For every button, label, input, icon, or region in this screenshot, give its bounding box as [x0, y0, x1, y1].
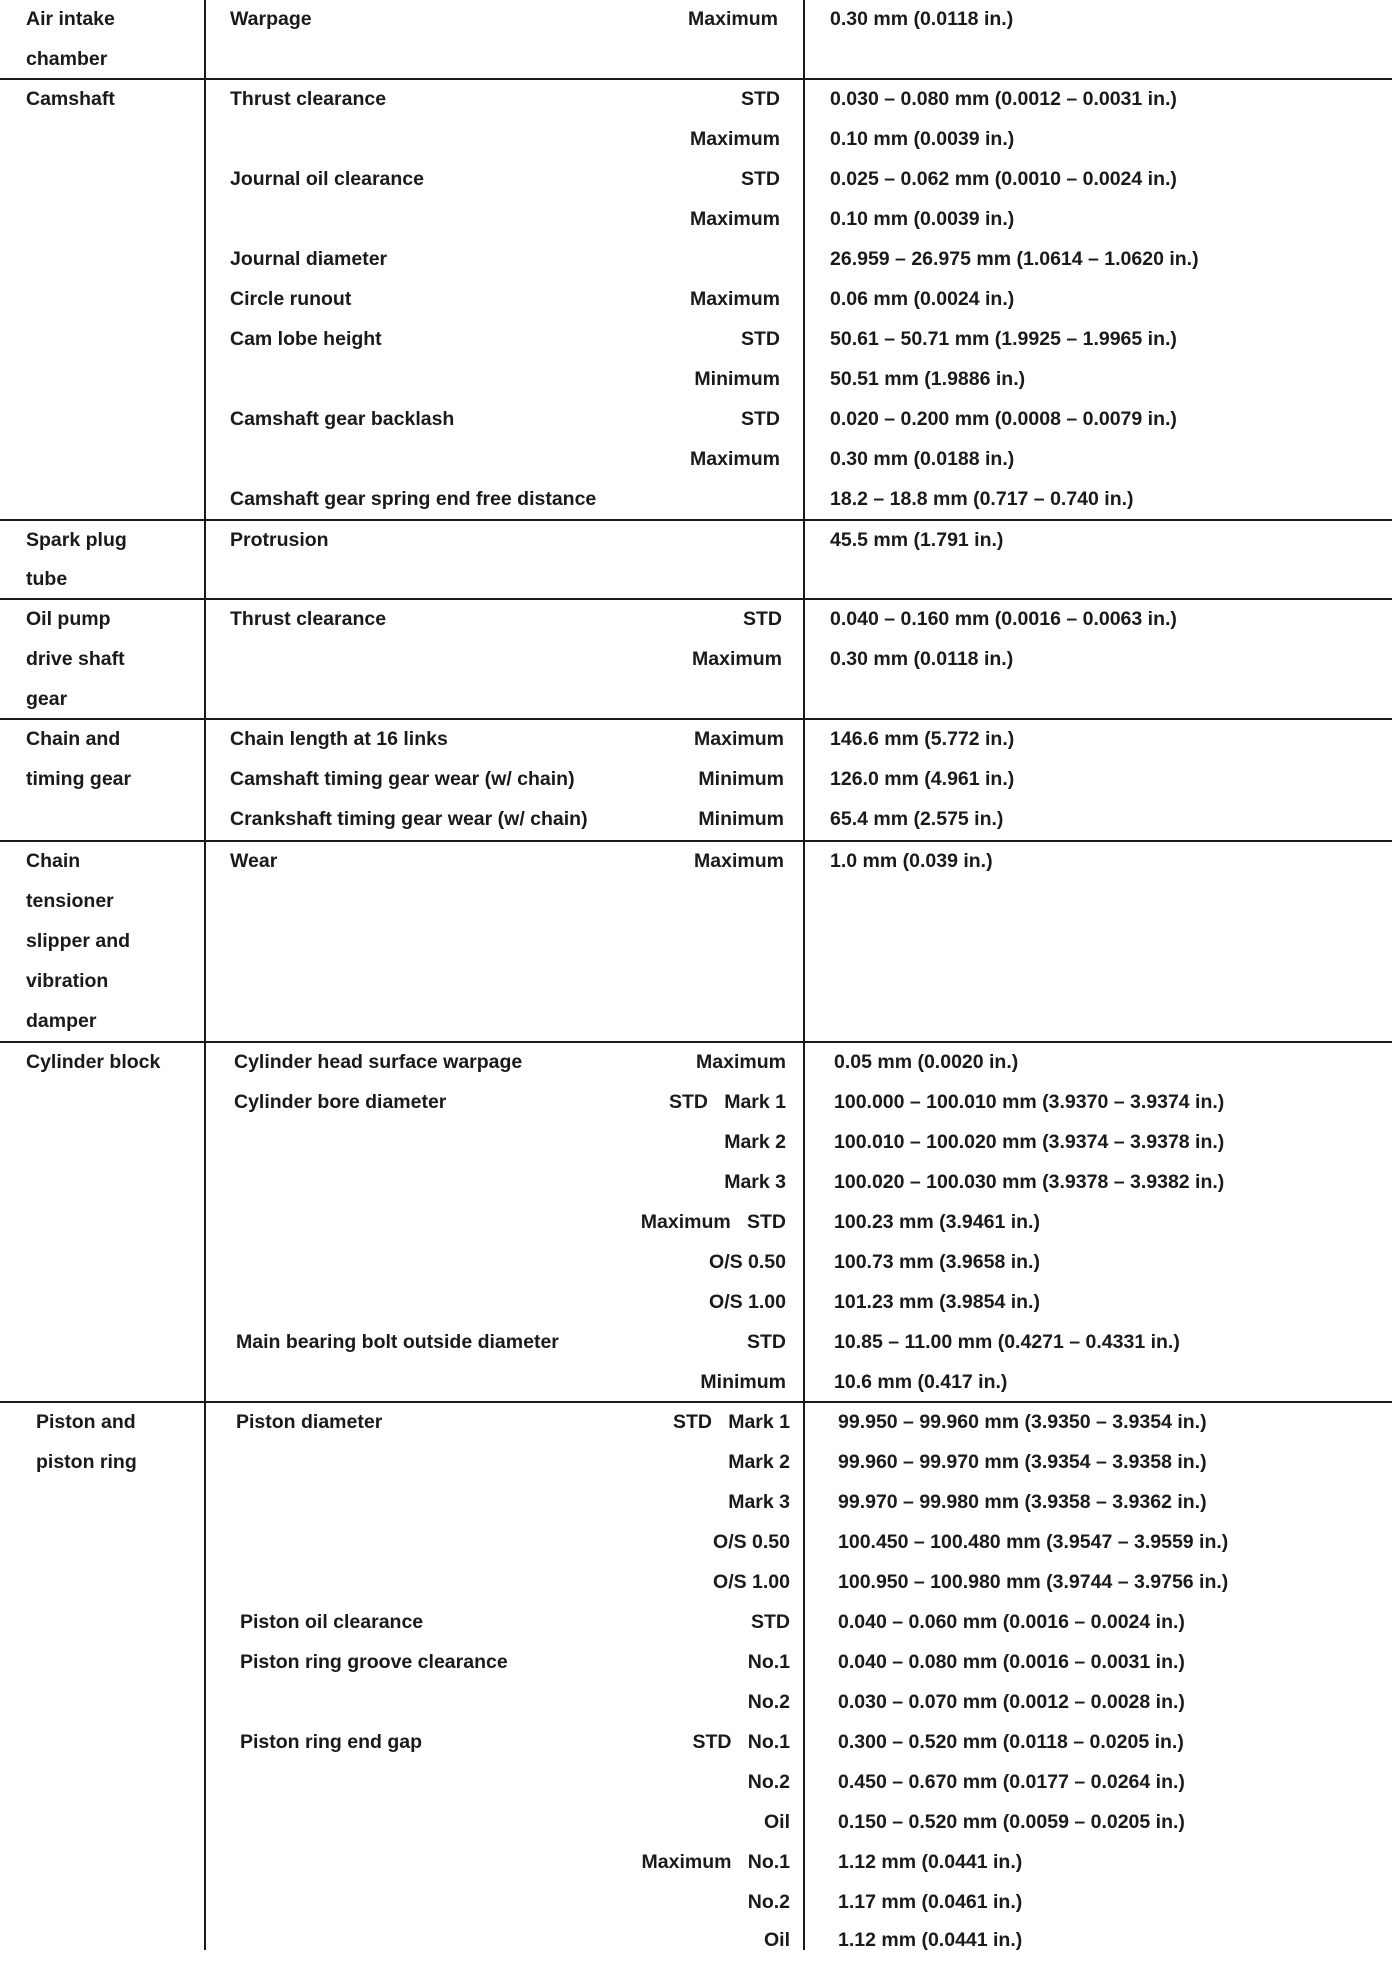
table-row: [0, 160, 1392, 200]
table-row: [0, 1563, 1392, 1603]
value-cell: 100.23 mm (3.9461 in.): [834, 1211, 1040, 1233]
condition-cell: STD No.1: [692, 1731, 790, 1753]
item-cell: Cylinder head surface warpage: [234, 1051, 523, 1073]
table-row: [0, 40, 1392, 80]
table-row: [0, 521, 1392, 561]
value-cell: 0.300 – 0.520 mm (0.0118 – 0.0205 in.): [838, 1731, 1184, 1753]
condition-cell: No.1: [747, 1651, 790, 1673]
item-cell: Crankshaft timing gear wear (w/ chain): [230, 808, 588, 830]
value-cell: 0.040 – 0.160 mm (0.0016 – 0.0063 in.): [830, 608, 1177, 630]
table-row: [0, 1123, 1392, 1163]
item-cell: Piston ring groove clearance: [240, 1651, 508, 1673]
condition-cell: STD: [741, 328, 780, 350]
table-row: [0, 842, 1392, 882]
table-row: [0, 0, 1392, 40]
component-cell: vibration: [26, 970, 109, 992]
value-cell: 65.4 mm (2.575 in.): [830, 808, 1004, 830]
condition-cell: Minimum: [698, 768, 784, 790]
table-row: [0, 1083, 1392, 1123]
value-cell: 10.6 mm (0.417 in.): [834, 1371, 1008, 1393]
component-cell: tensioner: [26, 890, 114, 912]
value-cell: 0.040 – 0.060 mm (0.0016 – 0.0024 in.): [838, 1611, 1185, 1633]
table-row: [0, 800, 1392, 840]
component-cell: Camshaft: [26, 88, 115, 110]
table-row: [0, 80, 1392, 120]
table-row: [0, 1523, 1392, 1563]
item-cell: Thrust clearance: [230, 88, 387, 110]
value-cell: 1.17 mm (0.0461 in.): [838, 1891, 1023, 1913]
condition-cell: Maximum: [694, 728, 784, 750]
condition-cell: Maximum: [688, 8, 778, 30]
condition-cell: Maximum STD: [640, 1211, 786, 1233]
value-cell: 126.0 mm (4.961 in.): [830, 768, 1015, 790]
table-row: [0, 1683, 1392, 1723]
component-cell: slipper and: [26, 930, 131, 952]
table-row: [0, 1203, 1392, 1243]
item-cell: Wear: [230, 850, 278, 872]
table-row: [0, 1921, 1392, 1961]
table-row: [0, 1643, 1392, 1683]
condition-cell: Maximum: [694, 850, 784, 872]
component-cell: Spark plug: [26, 529, 127, 551]
component-cell: damper: [26, 1010, 97, 1032]
table-row: [0, 480, 1392, 520]
component-cell: Cylinder block: [26, 1051, 161, 1073]
table-row: [0, 1363, 1392, 1403]
component-cell: Piston and: [36, 1411, 136, 1433]
value-cell: 101.23 mm (3.9854 in.): [834, 1291, 1040, 1313]
item-cell: Thrust clearance: [230, 608, 387, 630]
condition-cell: Maximum No.1: [641, 1851, 790, 1873]
item-cell: Piston ring end gap: [240, 1731, 423, 1753]
table-row: [0, 1243, 1392, 1283]
item-cell: Camshaft timing gear wear (w/ chain): [230, 768, 575, 790]
condition-cell: Oil: [763, 1929, 790, 1951]
table-row: [0, 400, 1392, 440]
component-cell: chamber: [26, 48, 108, 70]
condition-cell: STD: [747, 1331, 786, 1353]
value-cell: 0.150 – 0.520 mm (0.0059 – 0.0205 in.): [838, 1811, 1185, 1833]
value-cell: 0.30 mm (0.0118 in.): [830, 648, 1014, 670]
component-cell: Chain and: [26, 728, 121, 750]
table-row: [0, 1163, 1392, 1203]
component-cell: gear: [26, 688, 68, 710]
table-row: [0, 320, 1392, 360]
value-cell: 0.10 mm (0.0039 in.): [830, 208, 1015, 230]
value-cell: 99.960 – 99.970 mm (3.9354 – 3.9358 in.): [838, 1451, 1207, 1473]
value-cell: 18.2 – 18.8 mm (0.717 – 0.740 in.): [830, 488, 1134, 510]
item-cell: Piston diameter: [236, 1411, 383, 1433]
value-cell: 50.61 – 50.71 mm (1.9925 – 1.9965 in.): [830, 328, 1177, 350]
condition-cell: STD Mark 1: [668, 1091, 786, 1113]
item-cell: Protrusion: [230, 529, 329, 551]
table-row: [0, 1002, 1392, 1042]
table-row: [0, 120, 1392, 160]
value-cell: 0.06 mm (0.0024 in.): [830, 288, 1015, 310]
component-cell: timing gear: [26, 768, 132, 790]
item-cell: Warpage: [230, 8, 312, 30]
item-cell: Camshaft gear spring end free distance: [230, 488, 597, 510]
condition-cell: Mark 2: [724, 1131, 786, 1153]
value-cell: 99.950 – 99.960 mm (3.9350 – 3.9354 in.): [838, 1411, 1207, 1433]
condition-cell: No.2: [747, 1691, 790, 1713]
table-row: [0, 1403, 1392, 1443]
condition-cell: O/S 1.00: [709, 1291, 786, 1313]
condition-cell: Minimum: [698, 808, 784, 830]
table-row: [0, 922, 1392, 962]
item-cell: Piston oil clearance: [240, 1611, 424, 1633]
component-cell: drive shaft: [26, 648, 125, 670]
table-row: [0, 962, 1392, 1002]
value-cell: 100.450 – 100.480 mm (3.9547 – 3.9559 in.): [838, 1531, 1229, 1553]
condition-cell: Mark 3: [728, 1491, 790, 1513]
component-cell: tube: [26, 568, 68, 590]
component-cell: piston ring: [36, 1451, 137, 1473]
condition-cell: No.2: [747, 1771, 790, 1793]
value-cell: 100.020 – 100.030 mm (3.9378 – 3.9382 in.): [834, 1171, 1225, 1193]
condition-cell: STD: [741, 408, 780, 430]
value-cell: 1.0 mm (0.039 in.): [830, 850, 993, 872]
value-cell: 100.950 – 100.980 mm (3.9744 – 3.9756 in.): [838, 1571, 1229, 1593]
condition-cell: O/S 0.50: [713, 1531, 790, 1553]
value-cell: 0.025 – 0.062 mm (0.0010 – 0.0024 in.): [830, 168, 1177, 190]
value-cell: 0.020 – 0.200 mm (0.0008 – 0.0079 in.): [830, 408, 1177, 430]
table-row: [0, 1323, 1392, 1363]
condition-cell: Mark 2: [728, 1451, 790, 1473]
value-cell: 0.10 mm (0.0039 in.): [830, 128, 1015, 150]
condition-cell: Maximum: [696, 1051, 786, 1073]
table-row: [0, 1803, 1392, 1843]
condition-cell: Maximum: [692, 648, 782, 670]
value-cell: 0.05 mm (0.0020 in.): [834, 1051, 1019, 1073]
condition-cell: O/S 1.00: [713, 1571, 790, 1593]
condition-cell: STD: [743, 608, 782, 630]
condition-cell: Minimum: [700, 1371, 786, 1393]
value-cell: 100.010 – 100.020 mm (3.9374 – 3.9378 in.): [834, 1131, 1225, 1153]
table-row: [0, 1603, 1392, 1643]
table-row: [0, 720, 1392, 760]
value-cell: 1.12 mm (0.0441 in.): [838, 1929, 1023, 1951]
table-row: [0, 1283, 1392, 1323]
item-cell: Journal oil clearance: [230, 168, 425, 190]
component-cell: Air intake: [26, 8, 115, 30]
condition-cell: Minimum: [694, 368, 780, 390]
condition-cell: STD Mark 1: [672, 1411, 790, 1433]
item-cell: Journal diameter: [230, 248, 388, 270]
component-cell: Oil pump: [26, 608, 111, 630]
table-row: [0, 280, 1392, 320]
condition-cell: Oil: [763, 1811, 790, 1833]
value-cell: 26.959 – 26.975 mm (1.0614 – 1.0620 in.): [830, 248, 1199, 270]
table-row: [0, 1043, 1392, 1083]
table-row: [0, 1443, 1392, 1483]
table-row: [0, 760, 1392, 800]
table-row: [0, 240, 1392, 280]
table-row: [0, 440, 1392, 480]
value-cell: 45.5 mm (1.791 in.): [830, 529, 1004, 551]
value-cell: 0.030 – 0.080 mm (0.0012 – 0.0031 in.): [830, 88, 1177, 110]
item-cell: Main bearing bolt outside diameter: [236, 1331, 559, 1353]
value-cell: 0.450 – 0.670 mm (0.0177 – 0.0264 in.): [838, 1771, 1185, 1793]
condition-cell: Maximum: [690, 448, 780, 470]
condition-cell: Maximum: [690, 288, 780, 310]
item-cell: Camshaft gear backlash: [230, 408, 455, 430]
table-row: [0, 680, 1392, 720]
value-cell: 99.970 – 99.980 mm (3.9358 – 3.9362 in.): [838, 1491, 1207, 1513]
condition-cell: STD: [741, 88, 780, 110]
table-row: [0, 1723, 1392, 1763]
table-row: [0, 200, 1392, 240]
condition-cell: Maximum: [690, 128, 780, 150]
value-cell: 0.030 – 0.070 mm (0.0012 – 0.0028 in.): [838, 1691, 1185, 1713]
value-cell: 0.040 – 0.080 mm (0.0016 – 0.0031 in.): [838, 1651, 1185, 1673]
value-cell: 146.6 mm (5.772 in.): [830, 728, 1015, 750]
item-cell: Circle runout: [230, 288, 352, 310]
condition-cell: STD: [751, 1611, 790, 1633]
value-cell: 50.51 mm (1.9886 in.): [830, 368, 1026, 390]
condition-cell: STD: [741, 168, 780, 190]
table-row: [0, 640, 1392, 680]
component-cell: Chain: [26, 850, 81, 872]
value-cell: 0.30 mm (0.0188 in.): [830, 448, 1015, 470]
table-row: [0, 1883, 1392, 1923]
item-cell: Cam lobe height: [230, 328, 382, 350]
item-cell: Cylinder bore diameter: [234, 1091, 447, 1113]
table-row: [0, 882, 1392, 922]
value-cell: 100.73 mm (3.9658 in.): [834, 1251, 1040, 1273]
condition-cell: No.2: [747, 1891, 790, 1913]
value-cell: 1.12 mm (0.0441 in.): [838, 1851, 1023, 1873]
value-cell: 100.000 – 100.010 mm (3.9370 – 3.9374 in.): [834, 1091, 1225, 1113]
table-row: [0, 1483, 1392, 1523]
condition-cell: Mark 3: [724, 1171, 786, 1193]
item-cell: Chain length at 16 links: [230, 728, 448, 750]
table-row: [0, 560, 1392, 600]
condition-cell: O/S 0.50: [709, 1251, 786, 1273]
table-row: [0, 1843, 1392, 1883]
value-cell: 10.85 – 11.00 mm (0.4271 – 0.4331 in.): [834, 1331, 1180, 1353]
table-row: [0, 360, 1392, 400]
condition-cell: Maximum: [690, 208, 780, 230]
table-row: [0, 600, 1392, 640]
value-cell: 0.30 mm (0.0118 in.): [830, 8, 1014, 30]
table-row: [0, 1763, 1392, 1803]
